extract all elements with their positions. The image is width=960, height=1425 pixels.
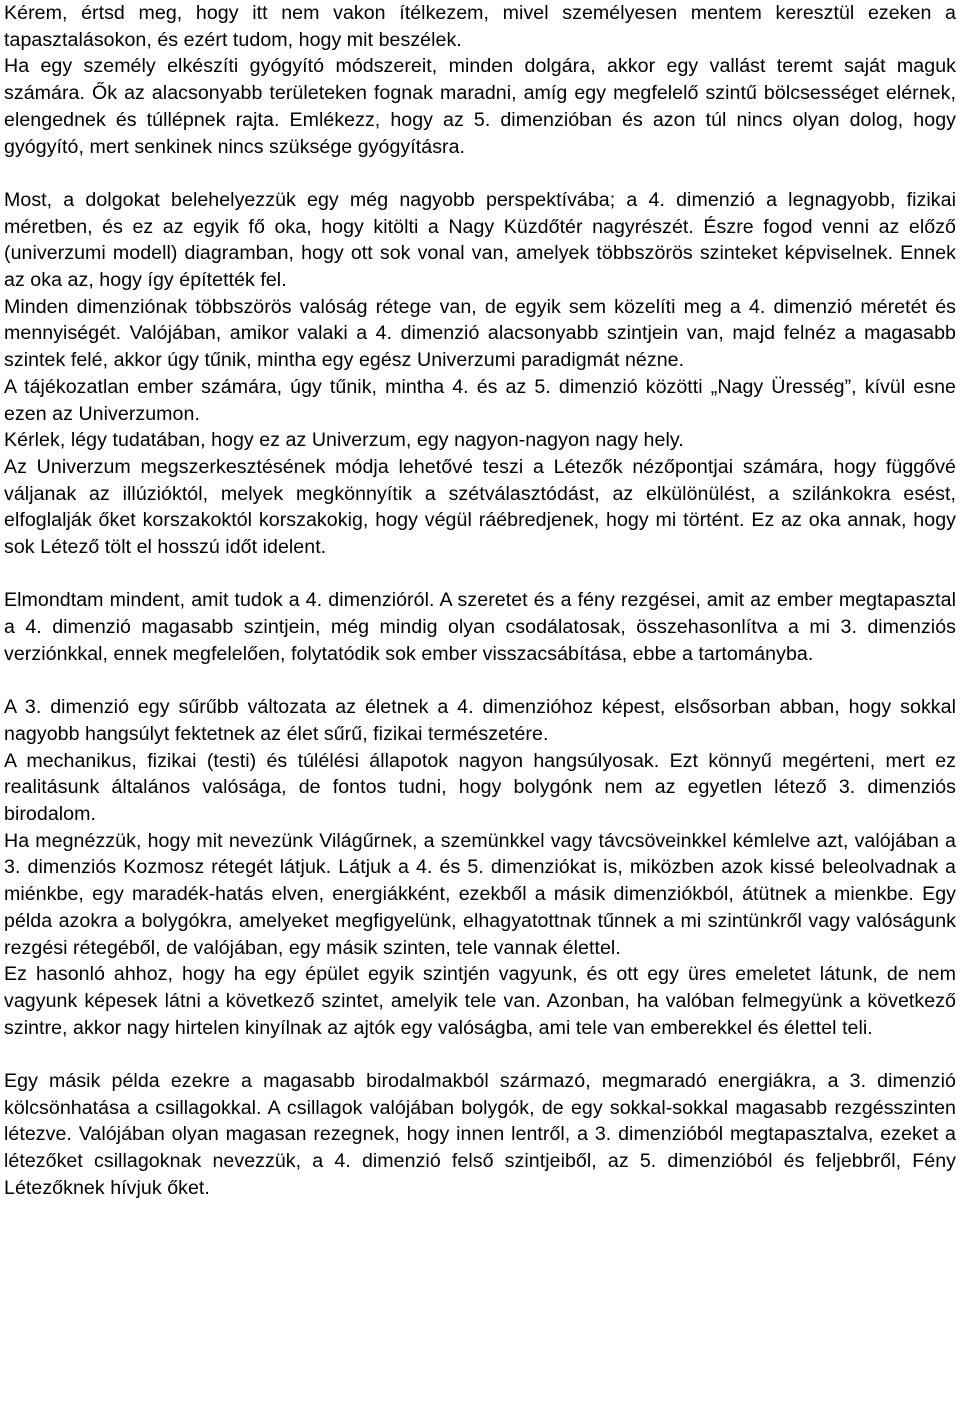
paragraph-9: A 3. dimenzió egy sűrűbb változata az életnek a 4. dimenzióhoz képest, elsősorban abban, hogy sokkal nagyobb hangsúlyt fektetnek az élet sűrű, fizikai természetére. [4,696,956,745]
paragraph-gap [4,160,956,187]
paragraph-3: Most, a dolgokat belehelyezzük egy még nagyobb perspektívába; a 4. dimenzió a legnagyobb, fizikai méretben, és ez az egyik fő oka, hogy kitölti a Nagy Küzdőtér nagyrészét. Észre fogod venni az előző (univerzumi modell) diagramban, hogy ott sok vonal van, amelyek többszörös szinteket képviselnek. Ennek az oka az, hogy így építették fel. [4,188,956,292]
paragraph-gap [4,1041,956,1068]
paragraph-gap [4,561,956,588]
paragraph-8: Elmondtam mindent, amit tudok a 4. dimenzióról. A szeretet és a fény rezgései, amit az ember megtapasztal a 4. dimenzió magasabb szintjein, még mindig olyan csodálatosak, összehasonlítva a mi 3. dimenziós verziónkkal, ennek megfelelően, folytatódik sok ember visszacsábítása, ebbe a tartományba. [4,589,956,665]
paragraph-13: Egy másik példa ezekre a magasabb birodalmakból származó, megmaradó energiákra, a 3. dimenzió kölcsönhatása a csillagokkal. A csillagok valójában bolygók, de egy sokkal-sokkal magasabb rezgésszinten létezve. Valójában olyan magasan rezegnek, hogy innen lentről, a 3. dimenzióból megtapasztalva, ezeket a létezőket csillagoknak nevezzük, a 4. dimenzió felső szintjeiből, az 5. dimenzióból és feljebbről, Fény Létezőknek hívjuk őket. [4,1070,956,1199]
paragraph-1: Kérem, értsd meg, hogy itt nem vakon ítélkezem, mivel személyesen mentem keresztül ezeken a tapasztalásokon, és ezért tudom, hogy mit beszélek. [4,2,956,51]
paragraph-4: Minden dimenziónak többszörös valóság rétege van, de egyik sem közelíti meg a 4. dimenzió méretét és mennyiségét. Valójában, amikor valaki a 4. dimenzió alacsonyabb szintjein van, majd felnéz a magasabb szintek felé, akkor úgy tűnik, mintha egy egész Univerzumi paradigmát nézne. [4,295,956,372]
paragraph-2: Ha egy személy elkészíti gyógyító módszereit, minden dolgára, akkor egy vallást teremt saját maguk számára. Ők az alacsonyabb területeken fognak maradni, amíg egy megfelelő szintű bölcsességet elérnek, elengednek és túllépnek rajta. Emlékezz, hogy az 5. dimenzióban és azon túl nincs olyan dolog, hogy gyógyító, mert senkinek nincs szüksége gyógyításra. [4,55,956,158]
paragraph-gap [4,668,956,695]
paragraph-7: Az Univerzum megszerkesztésének módja lehetővé teszi a Létezők nézőpontjai számára, hogy függővé váljanak az illúzióktól, melyek megkönnyítik a szétválasztódást, az elkülönülést, a szilánkokra esést, elfoglalják őket korszakoktól korszakokig, hogy végül ráébredjenek, hogy mi történt. Ez az oka annak, hogy sok Létező tölt el hosszú időt idelent. [4,455,956,559]
paragraph-10: A mechanikus, fizikai (testi) és túlélési állapotok nagyon hangsúlyosak. Ezt könnyű megérteni, mert ez realitásunk általános valósága, de fontos tudni, hogy bolygónk nem az egyetlen létező 3. dimenziós birodalom. [4,749,956,826]
paragraph-11: Ha megnézzük, hogy mit nevezünk Világűrnek, a szemünkkel vagy távcsöveinkkel kémlelve azt, valójában a 3. dimenziós Kozmosz rétegét látjuk. Látjuk a 4. és 5. dimenziókat is, miközben azok kissé beleolvadnak a miénkbe, egy maradék-hatás elven, energiákként, ezekből a másik dimenziókból, átütnek a mienkbe. Egy példa azokra a bolygókra, amelyeket megfigyelünk, elhagyatottnak tűnnek a mi szintünkről vagy valóságunk rezgési rétegéből, de valójában, egy másik szinten, tele vannak élettel. [4,829,956,959]
paragraph-6: Kérlek, légy tudatában, hogy ez az Univerzum, egy nagyon-nagyon nagy hely. [4,429,684,452]
paragraph-12: Ez hasonló ahhoz, hogy ha egy épület egyik szintjén vagyunk, és ott egy üres emeletet látunk, de nem vagyunk képesek látni a következő szintet, amelyik tele van. Azonban, ha valóban felmegyünk a következő szintre, akkor nagy hirtelen kinyílnak az ajtók egy valóságba, ami tele van emberekkel és élettel teli. [4,963,956,1039]
paragraph-5: A tájékozatlan ember számára, úgy tűnik, mintha 4. és az 5. dimenzió közötti „Nagy Üresség”, kívül esne ezen az Univerzumon. [4,375,956,425]
document-page [4,0,956,1202]
